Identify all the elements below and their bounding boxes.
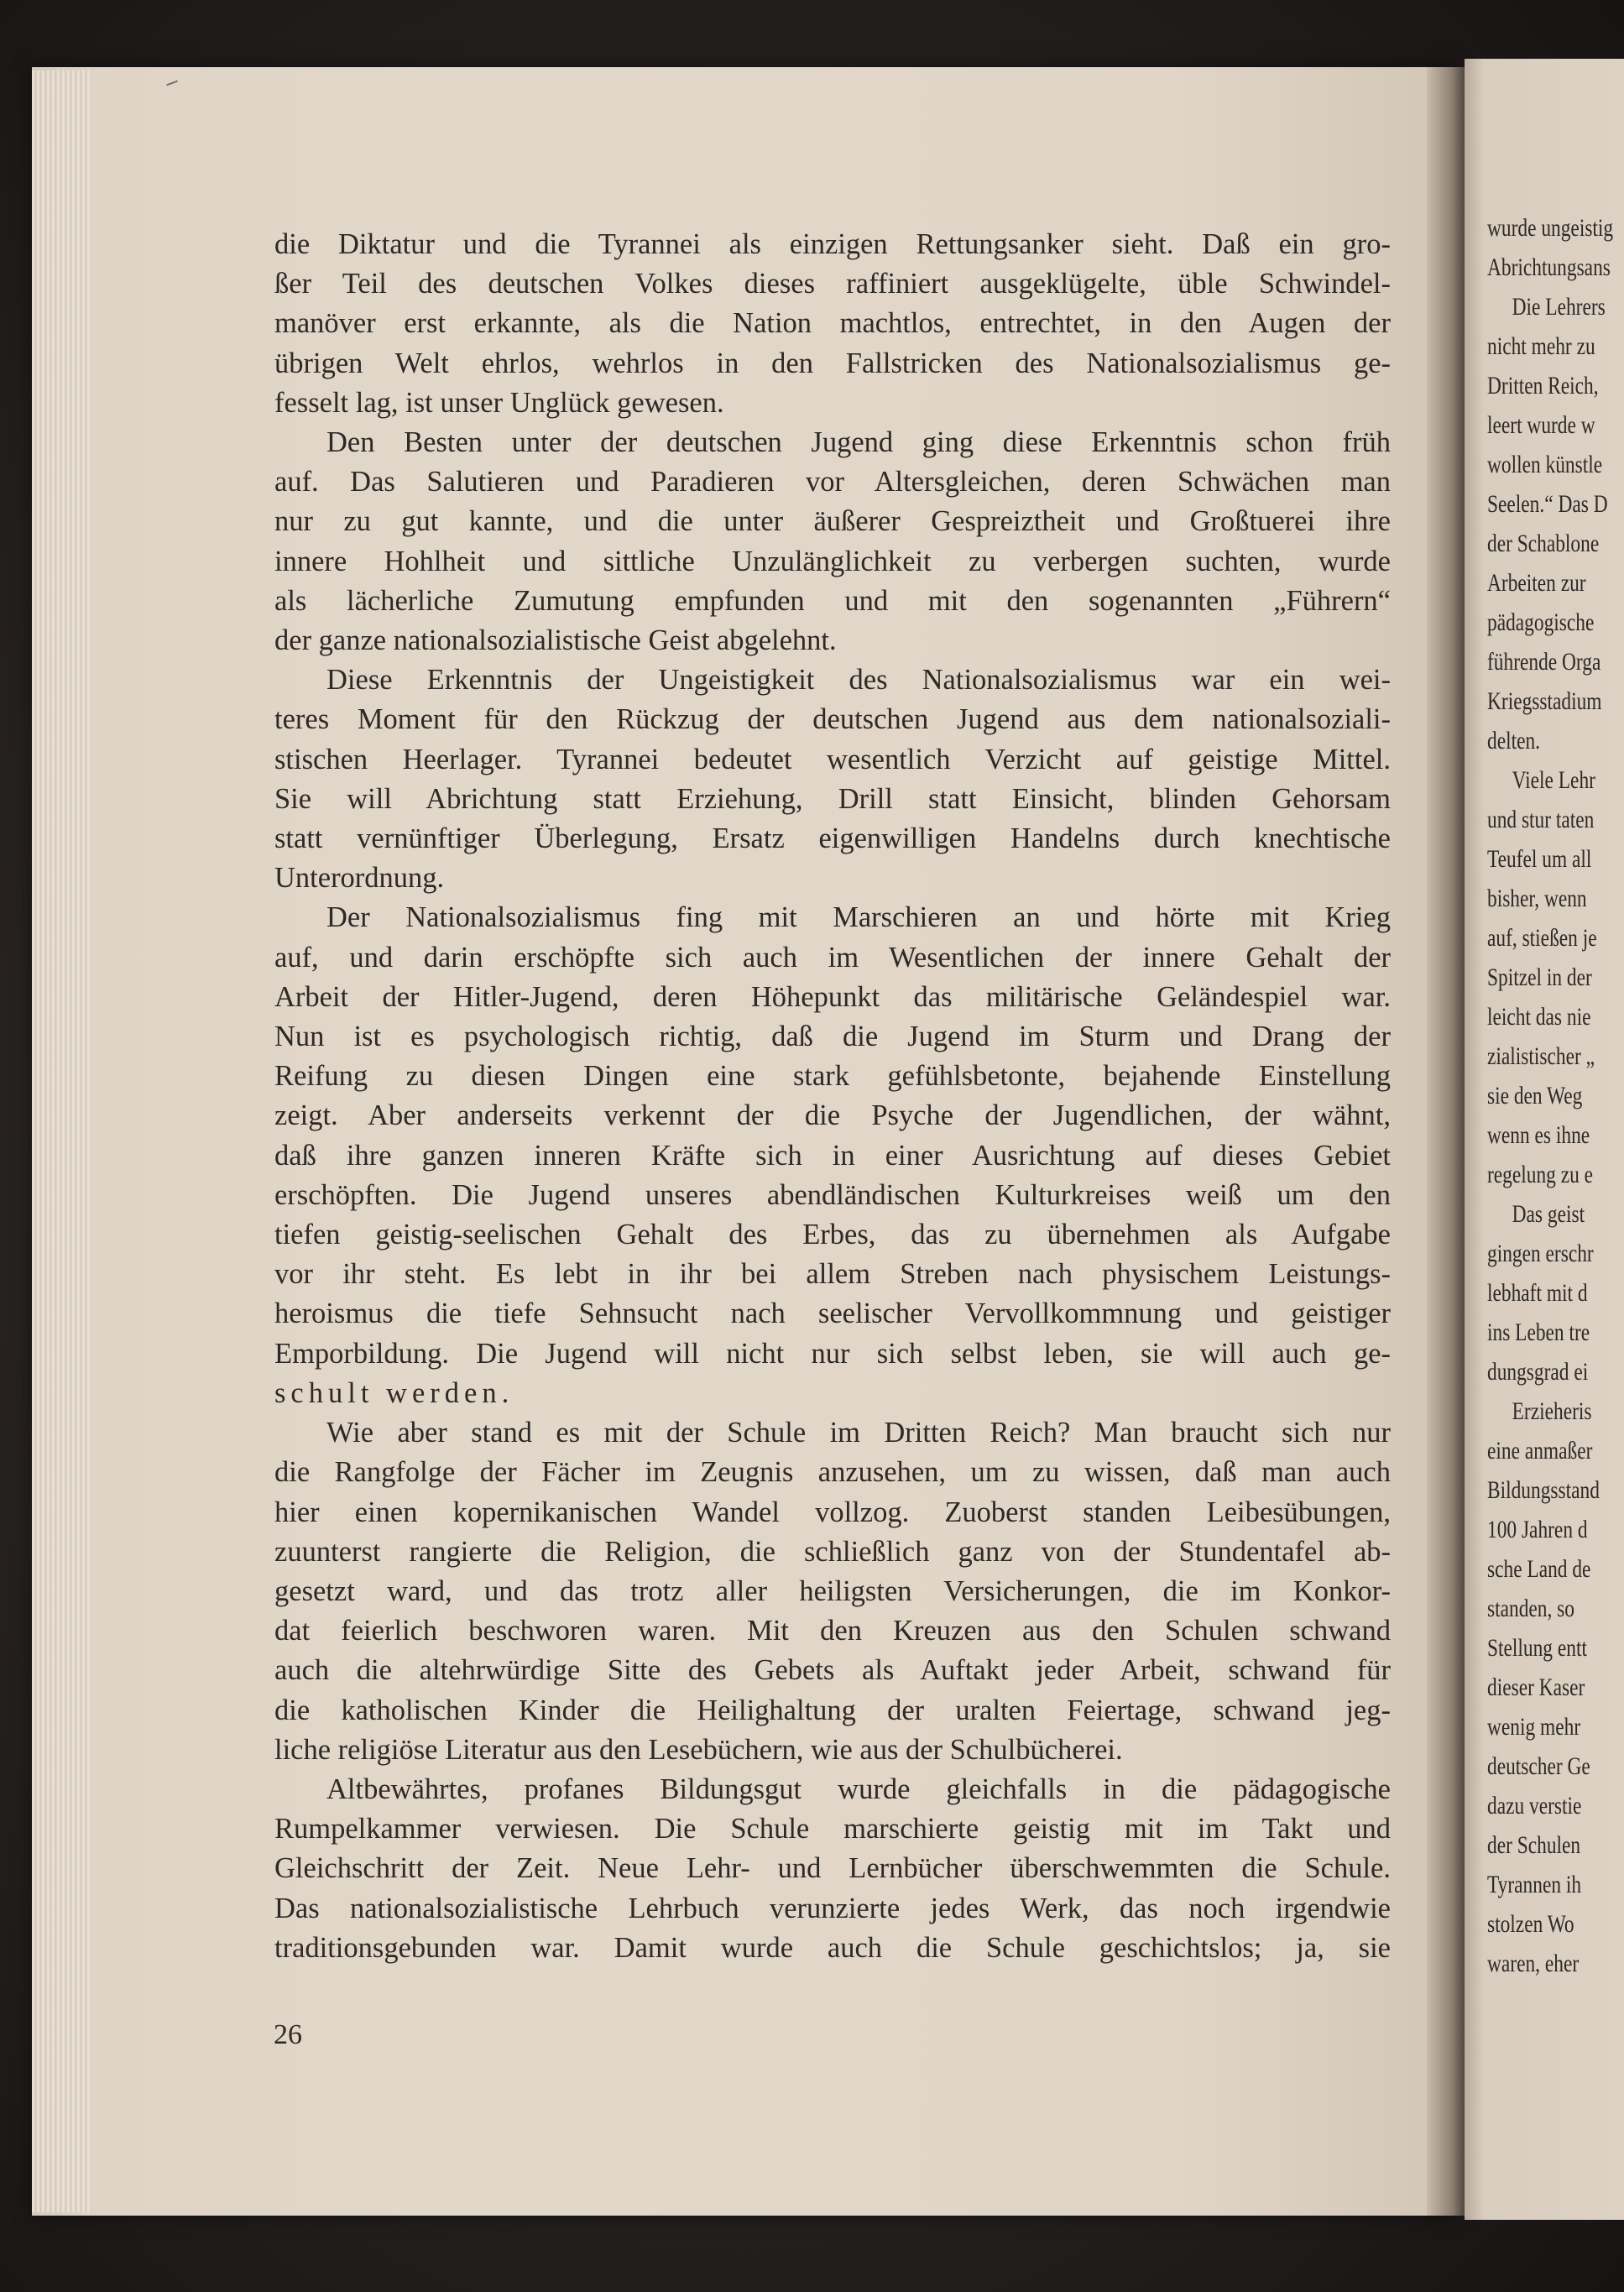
text-line: Altbewährtes, profanes Bildungsgut wurde gleichfalls in die pädagogische — [326, 1773, 1391, 1805]
text-line: Die Lehrers — [1512, 293, 1606, 321]
text-line: wenig mehr — [1487, 1713, 1581, 1741]
text-line: hier einen kopernikanischen Wandel vollzog. Zuoberst standen Leibesübungen, — [274, 1496, 1391, 1528]
text-line: Gleichschritt der Zeit. Neue Lehr- und Lernbücher überschwemmten die Schule. — [274, 1852, 1391, 1885]
text-line: wollen künstle — [1487, 451, 1603, 478]
text-line: Tyrannen ih — [1487, 1871, 1582, 1898]
text-line: Stellung entt — [1487, 1634, 1587, 1662]
text-line: Teufel um all — [1487, 845, 1592, 873]
text-line: Sie will Abrichtung statt Erziehung, Drill statt Einsicht, blinden Gehorsam — [274, 782, 1391, 815]
text-line: Den Besten unter der deutschen Jugend ging diese Erkenntnis schon früh — [326, 426, 1391, 459]
text-line: ßer Teil des deutschen Volkes dieses raffiniert ausgeklügelte, üble Schwindel- — [274, 268, 1391, 300]
text-line: Viele Lehr — [1512, 766, 1595, 794]
page-number: 26 — [274, 2019, 302, 2050]
text-line: zuunterst rangierte die Religion, die schließlich ganz von der Stundentafel ab- — [274, 1535, 1391, 1568]
text-line: dungsgrad ei — [1487, 1358, 1589, 1386]
text-line: Unterordnung. — [274, 862, 445, 895]
text-line: erschöpften. Die Jugend unseres abendländischen Kulturkreises weiß um den — [274, 1178, 1391, 1211]
text-line: statt vernünftiger Überlegung, Ersatz eigenwilligen Handelns durch knechtische — [274, 822, 1391, 855]
text-line: die Diktatur und die Tyrannei als einzigen Rettungsanker sieht. Daß ein gro- — [274, 228, 1391, 260]
text-line: Seelen.“ Das D — [1487, 490, 1608, 518]
text-line: zeigt. Aber anderseits verkennt der die Psyche der Jugendlichen, der wähnt, — [274, 1099, 1391, 1132]
text-line: standen, so — [1487, 1595, 1574, 1622]
text-line: der Schulen — [1487, 1831, 1581, 1859]
text-line: Nun ist es psychologisch richtig, daß die Jugend im Sturm und Drang der — [274, 1021, 1391, 1053]
text-line: sche Land de — [1487, 1555, 1591, 1583]
text-line: Bildungsstand — [1487, 1476, 1600, 1504]
text-line: die Rangfolge der Fächer im Zeugnis anzusehen, um zu wissen, daß man auch — [274, 1456, 1391, 1489]
text-line: Wie aber stand es mit der Schule im Dritten Reich? Man braucht sich nur — [326, 1417, 1391, 1449]
text-line: nicht mehr zu — [1487, 332, 1595, 360]
text-line: wenn es ihne — [1487, 1121, 1590, 1149]
text-line: und stur taten — [1487, 806, 1595, 833]
text-line: Abrichtungsans — [1487, 253, 1611, 281]
text-line: schult werden. — [274, 1376, 514, 1409]
text-line: Emporbildung. Die Jugend will nicht nur sich selbst leben, sie will auch ge- — [274, 1337, 1391, 1370]
text-line: dat feierlich beschworen waren. Mit den Kreuzen aus den Schulen schwand — [274, 1615, 1391, 1647]
text-line: traditionsgebunden war. Damit wurde auch die Schule geschichtslos; ja, sie — [274, 1931, 1391, 1964]
text-line: der Schablone — [1487, 530, 1600, 557]
text-line: leicht das nie — [1487, 1003, 1591, 1031]
text-line: bisher, wenn — [1487, 885, 1587, 912]
text-line: wurde ungeistig — [1487, 214, 1614, 242]
text-line: zialistischer „ — [1487, 1042, 1595, 1070]
text-line: heroismus die tiefe Sehnsucht nach seelischer Vervollkommnung und geistiger — [274, 1297, 1391, 1330]
text-line: dazu verstie — [1487, 1792, 1582, 1820]
text-line: Arbeiten zur — [1487, 569, 1586, 597]
text-line: gingen erschr — [1487, 1240, 1594, 1267]
text-line: gesetzt ward, und das trotz aller heiligsten Versicherungen, die im Konkor- — [274, 1574, 1391, 1607]
text-line: regelung zu e — [1487, 1161, 1594, 1188]
text-line: die katholischen Kinder die Heilighaltung der uralten Feiertage, schwand jeg- — [274, 1694, 1391, 1726]
text-line: nur zu gut kannte, und die unter äußerer Gespreiztheit und Großtuerei ihre — [274, 505, 1391, 538]
text-line: Das geist — [1512, 1200, 1585, 1228]
text-line: stolzen Wo — [1487, 1910, 1574, 1938]
text-line: auf, stießen je — [1487, 924, 1597, 952]
text-line: eine anmaßer — [1487, 1437, 1593, 1464]
text-line: auch die altehrwürdige Sitte des Gebets als Auftakt jeder Arbeit, schwand für — [274, 1654, 1391, 1687]
text-line: Dritten Reich, — [1487, 372, 1599, 399]
text-line: vor ihr steht. Es lebt in ihr bei allem Streben nach physischem Leistungs- — [274, 1258, 1391, 1291]
text-line: Kriegsstadium — [1487, 687, 1602, 715]
text-line: Reifung zu diesen Dingen eine stark gefühlsbetonte, bejahende Einstellung — [274, 1060, 1391, 1093]
text-line: dieser Kaser — [1487, 1673, 1585, 1701]
text-line: Erzieheris — [1512, 1397, 1592, 1425]
text-line: deutscher Ge — [1487, 1752, 1590, 1780]
text-line: übrigen Welt ehrlos, wehrlos in den Fallstricken des Nationalsozialismus ge- — [274, 347, 1391, 379]
text-line: Das nationalsozialistische Lehrbuch verunzierte jedes Werk, das noch irgendwie — [274, 1892, 1391, 1924]
text-line: manöver erst erkannte, als die Nation machtlos, entrechtet, in den Augen der — [274, 307, 1391, 340]
page-edges — [32, 70, 91, 2212]
text-line: sie den Weg — [1487, 1082, 1583, 1109]
text-line: teres Moment für den Rückzug der deutschen Jugend aus dem nationalsoziali- — [274, 703, 1391, 736]
text-line: Spitzel in der — [1487, 963, 1592, 991]
book-gutter — [1427, 67, 1469, 2216]
text-line: lebhaft mit d — [1487, 1279, 1588, 1307]
text-line: auf. Das Salutieren und Paradieren vor Altersgleichen, deren Schwächen man — [274, 466, 1391, 499]
right-page-text — [1487, 208, 1614, 1983]
body-text — [274, 225, 1391, 1968]
text-line: Der Nationalsozialismus fing mit Marschieren an und hörte mit Krieg — [326, 901, 1391, 934]
text-line: Rumpelkammer verwiesen. Die Schule marschierte geistig mit im Takt und — [274, 1813, 1391, 1846]
text-line: als lächerliche Zumutung empfunden und mit den sogenannten „Führern“ — [274, 584, 1391, 617]
text-line: liche religiöse Literatur aus den Lesebüchern, wie aus der Schulbücherei. — [274, 1733, 1123, 1766]
text-line: delten. — [1487, 727, 1541, 754]
text-line: leert wurde w — [1487, 411, 1595, 439]
text-line: Diese Erkenntnis der Ungeistigkeit des Nationalsozialismus war ein wei- — [326, 664, 1391, 697]
text-line: waren, eher — [1487, 1950, 1580, 1977]
text-line: daß ihre ganzen inneren Kräfte sich in einer Ausrichtung auf dieses Gebiet — [274, 1139, 1391, 1172]
text-line: auf, und darin erschöpfte sich auch im Wesentlichen der innere Gehalt der — [274, 941, 1391, 974]
text-line: 100 Jahren d — [1487, 1516, 1588, 1543]
text-line: tiefen geistig-seelischen Gehalt des Erbes, das zu übernehmen als Aufgabe — [274, 1219, 1391, 1251]
text-line: Arbeit der Hitler-Jugend, deren Höhepunkt das militärische Geländespiel war. — [274, 980, 1391, 1013]
text-line: pädagogische — [1487, 608, 1595, 636]
text-line: fesselt lag, ist unser Unglück gewesen. — [274, 386, 724, 419]
text-line: ins Leben tre — [1487, 1318, 1590, 1346]
text-line: stischen Heerlager. Tyrannei bedeutet wesentlich Verzicht auf geistige Mittel. — [274, 743, 1391, 775]
text-line: führende Orga — [1487, 648, 1601, 676]
text-line: innere Hohlheit und sittliche Unzulänglichkeit zu verbergen suchten, wurde — [274, 545, 1391, 577]
text-line: der ganze nationalsozialistische Geist abgelehnt. — [274, 624, 837, 657]
